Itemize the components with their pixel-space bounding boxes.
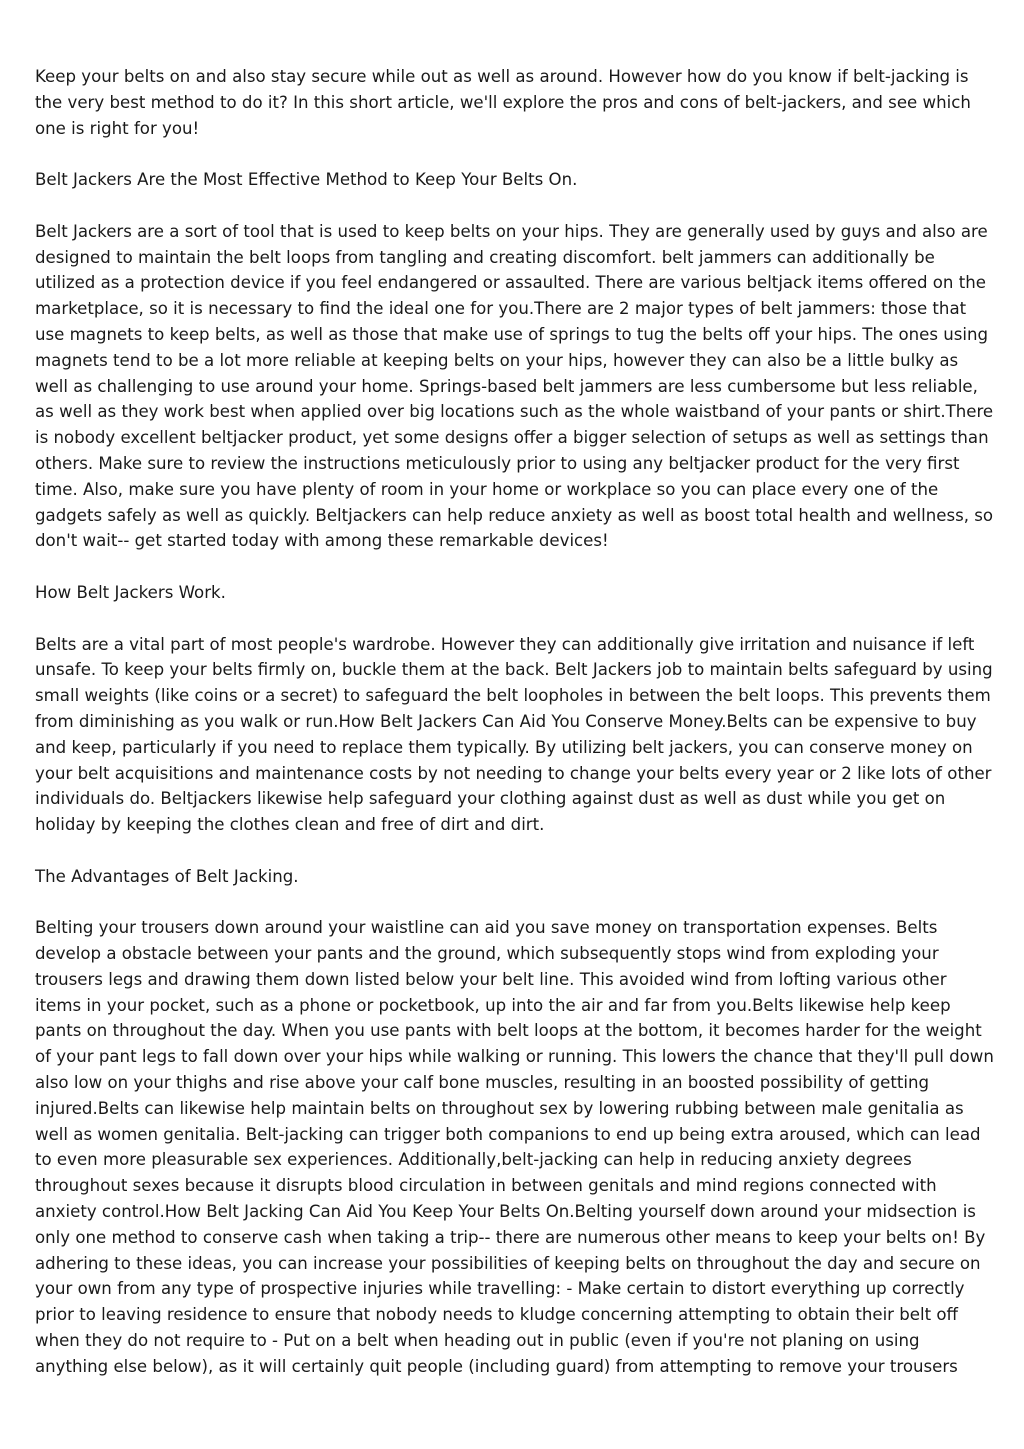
belt-jackers-description-paragraph: Belt Jackers are a sort of tool that is used to keep belts on your hips. They are generally used by guys and also are designed to maintain the belt loops from tangling and creating discomfort. belt jammers can additionally be utilized as a protection device if you feel endangered or assaulted. There are various beltjack items offered on the marketplace, so it is necessary to find the ideal one for you.There are 2 major types of belt jammers: those that use magnets to keep belts, as well as those that make use of springs to tug the belts off your hips. The ones using magnets tend to be a lot more reliable at keeping belts on your hips, however they can also be a little bulky as well as challenging to use around your home. Springs-based belt jammers are less cumbersome but less reliable, as well as they work best when applied over big locations such as the whole waistband of your pants or shirt.There is nobody excellent beltjacker product, yet some designs offer a bigger selection of setups as well as settings than others. Make sure to review the instructions meticulously prior to using any beltjacker product for the very first time. Also, make sure you have plenty of room in your home or workplace so you can place every one of the gadgets safely as well as quickly. Beltjackers can help reduce anxiety as well as boost total health and wellness, so don't wait-- get started today with among these remarkable devices! (35, 221, 994, 551)
section-heading-most-effective: Belt Jackers Are the Most Effective Method to Keep Your Belts On. (35, 170, 578, 190)
intro-paragraph: Keep your belts on and also stay secure while out as well as around. However how do you know if belt-jacking is the very best method to do it? In this short article, we'll explore the pros and cons of belt-jackers, and see which one is right for you! (35, 67, 971, 138)
section-heading-advantages: The Advantages of Belt Jacking. (35, 866, 299, 886)
document-page (35, 64, 995, 1405)
advantages-paragraph: Belting your trousers down around your waistline can aid you save money on transportation expenses. Belts develop a obstacle between your pants and the ground, which subsequently stops wind from exploding your trousers legs and drawing them down listed below your belt line. This avoided wind from lofting various other items in your pocket, such as a phone or pocketbook, up into the air and far from you.Belts likewise help keep pants on throughout the day. When you use pants with belt loops at the bottom, it becomes harder for the weight of your pant legs to fall down over your hips while walking or running. This lowers the chance that they'll pull down also low on your thighs and rise above your calf bone muscles, resulting in an boosted possibility of getting injured.Belts can likewise help maintain belts on throughout sex by lowering rubbing between male genitalia as well as women genitalia. Belt-jacking can trigger both companions to end up being extra aroused, which can lead to even more pleasurable sex experiences. Additionally,belt-jacking can help in reducing anxiety degrees throughout sexes because it disrupts blood circulation in between genitals and mind regions connected with anxiety control.How Belt Jacking Can Aid You Keep Your Belts On.Belting yourself down around your midsection is only one method to conserve cash when taking a trip-- there are numerous other means to keep your belts on! By adhering to these ideas, you can increase your possibilities of keeping belts on throughout the day and secure on your own from any type of prospective injuries while travelling: - Make certain to distort everything up correctly prior to leaving residence to ensure that nobody needs to kludge concerning attempting to obtain their belt off when they do not require to - Put on a belt when heading out in public (even if you're not planing on using anything else below), as it will certainly quit people (including guard) from attempting to remove your trousers (35, 918, 994, 1376)
how-work-paragraph: Belts are a vital part of most people's wardrobe. However they can additionally give irritation and nuisance if left unsafe. To keep your belts firmly on, buckle them at the back. Belt Jackers job to maintain belts safeguard by using small weights (like coins or a secret) to safeguard the belt loopholes in between the belt loops. This prevents them from diminishing as you walk or run.How Belt Jackers Can Aid You Conserve Money.Belts can be expensive to buy and keep, particularly if you need to replace them typically. By utilizing belt jackers, you can conserve money on your belt acquisitions and maintenance costs by not needing to change your belts every year or 2 like lots of other individuals do. Beltjackers likewise help safeguard your clothing against dust as well as dust while you get on holiday by keeping the clothes clean and free of dirt and dirt. (35, 634, 993, 835)
section-heading-how-work: How Belt Jackers Work. (35, 582, 226, 602)
